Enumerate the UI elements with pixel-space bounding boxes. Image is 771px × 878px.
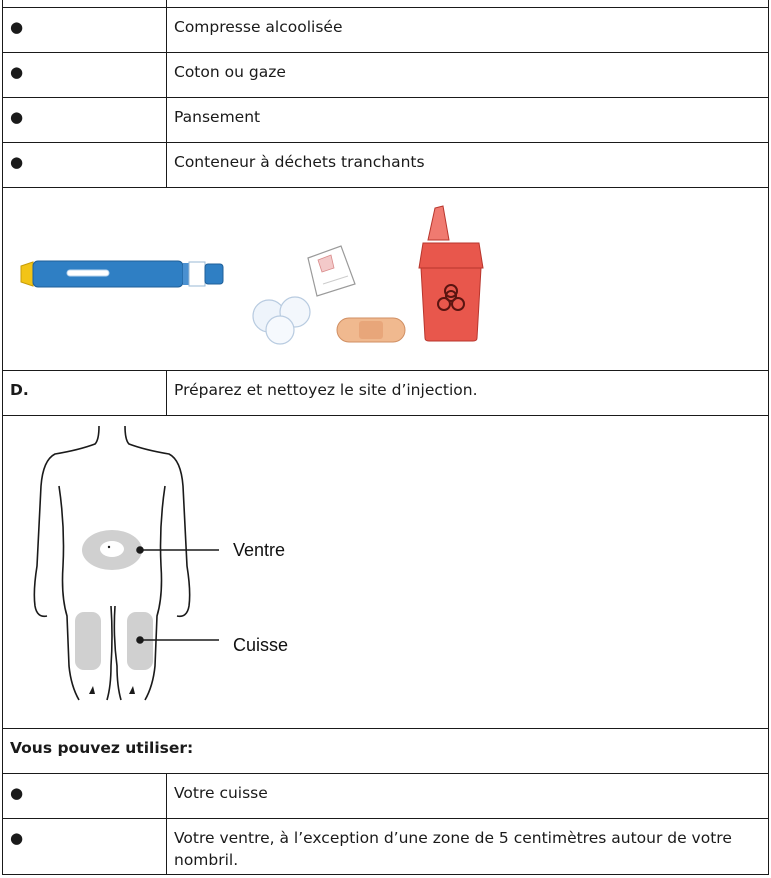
bullet: ● [10,829,24,847]
table-row [3,53,769,98]
site-item: Votre cuisse [174,784,268,802]
heading-cell [3,729,769,774]
alcohol-wipe-icon [308,246,355,296]
bullet-cell [3,774,167,819]
table-row [3,98,769,143]
bullet: ● [10,153,24,171]
instructions-table [2,7,769,875]
table-row [3,8,769,53]
text-cell [167,8,769,53]
bullet-cell [3,143,167,188]
injection-pen-icon [21,261,223,287]
table-row [3,371,769,416]
bullet-cell [3,819,167,875]
supply-item: Pansement [174,108,261,126]
bullet-cell [3,8,167,53]
bullet: ● [10,108,24,126]
supplies-illustration [3,188,768,370]
text-cell [167,53,769,98]
site-item: Votre ventre, à l’exception d’une zone de 5 centimètres autour de votre nombril. [174,829,732,869]
bandage-icon [337,318,405,342]
table-top-edge [2,0,769,7]
text-cell [167,143,769,188]
step-label: D. [10,381,29,399]
injection-site-diagram-row [3,416,769,729]
table-row [3,819,769,875]
bullet-cell [3,98,167,143]
bullet: ● [10,18,24,36]
supplies-illustration-row [3,188,769,371]
injection-site-diagram [3,416,768,728]
step-text-cell [167,371,769,416]
table-row [3,729,769,774]
bullet: ● [10,63,24,81]
bullet: ● [10,784,24,802]
cotton-balls-icon [253,297,310,344]
belly-label: Ventre [233,540,286,560]
supply-item: Compresse alcoolisée [174,18,343,36]
sharps-container-icon [419,206,483,341]
can-use-heading: Vous pouvez utiliser: [10,739,194,757]
bullet-cell [3,53,167,98]
text-cell [167,774,769,819]
step-label-cell [3,371,167,416]
table-row [3,774,769,819]
table-row [3,143,769,188]
feet-marks [89,686,135,694]
step-text: Préparez et nettoyez le site d’injection. [174,381,478,399]
supplies-illustration-cell [3,188,769,371]
belly-injection-zone [82,530,142,570]
text-cell [167,98,769,143]
thigh-label: Cuisse [233,635,289,655]
supply-item: Coton ou gaze [174,63,286,81]
text-cell [167,819,769,875]
supply-item: Conteneur à déchets tranchants [174,153,425,171]
injection-site-diagram-cell [3,416,769,729]
